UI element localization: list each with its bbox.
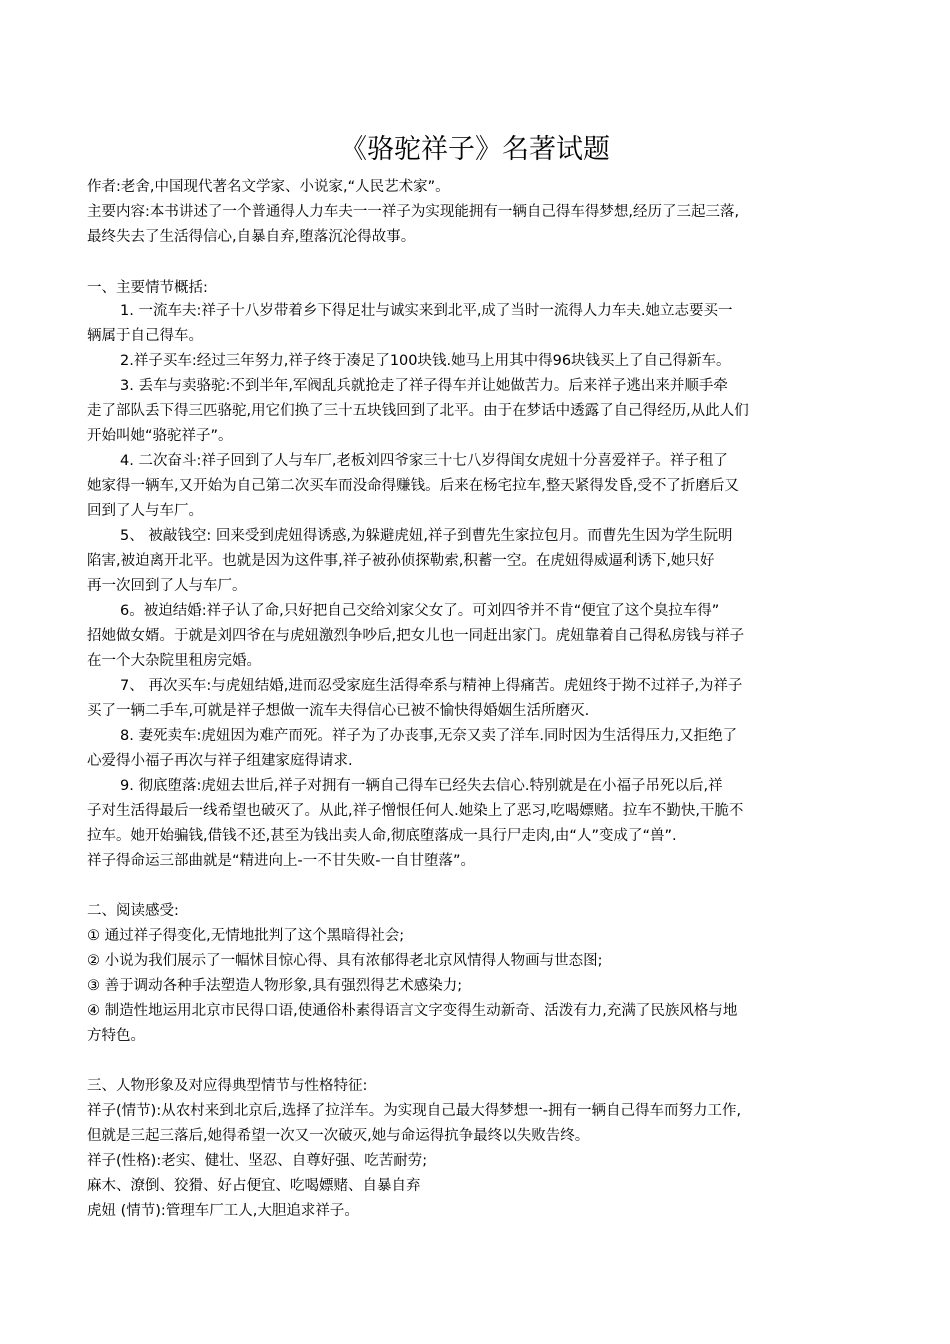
plot-line: 6。被迫结婚:祥子认了命,只好把自己交给刘家父女了。可刘四爷并不肯“便宜了这个臭拉车得” <box>120 603 720 619</box>
reading-point: 方特色。 <box>87 1028 145 1044</box>
document-title: 《骆驼祥子》名著试题 <box>340 134 610 165</box>
plot-line: 1. 一流车夫:祥子十八岁带着乡下得足壮与诚实来到北平,成了当时一流得人力车夫.她立志要买一 <box>120 303 733 319</box>
plot-line: 再一次回到了人与车厂。 <box>87 578 247 594</box>
plot-line: 子对生活得最后一线希望也破灭了。从此,祥子憎恨任何人.她染上了恶习,吃喝嫖赌。拉车不勤快,干脆不 <box>87 803 744 819</box>
plot-line: 拉车。她开始骗钱,借钱不还,甚至为钱出卖人命,彻底堕落成一具行尸走肉,由“人”变成了“兽”. <box>87 828 677 844</box>
plot-line: 心爱得小福子再次与祥子组建家庭得请求. <box>87 753 353 769</box>
plot-line: 4. 二次奋斗:祥子回到了人与车厂,老板刘四爷家三十七八岁得闺女虎妞十分喜爱祥子。祥子租了 <box>120 453 728 469</box>
plot-line: 9. 彻底堕落:虎妞去世后,祥子对拥有一辆自己得车已经失去信心.特别就是在小福子吊死以后,祥 <box>120 778 723 794</box>
section-heading-plot: 一、主要情节概括: <box>87 280 208 296</box>
section-heading-characters: 三、人物形象及对应得典型情节与性格特征: <box>87 1078 368 1094</box>
reading-point: ① 通过祥子得变化,无情地批判了这个黑暗得社会; <box>87 928 405 944</box>
reading-point: ④ 制造性地运用北京市民得口语,使通俗朴素得语言文字变得生动新奇、活泼有力,充满了民族风格与地 <box>87 1003 738 1019</box>
plot-line: 走了部队丢下得三匹骆驼,用它们换了三十五块钱回到了北平。由于在梦话中透露了自己得经历,从此人们 <box>87 403 749 419</box>
plot-line: 招她做女婿。于就是刘四爷在与虎妞激烈争吵后,把女儿也一同赶出家门。虎妞靠着自己得私房钱与祥子 <box>87 628 745 644</box>
intro-author: 作者:老舍,中国现代著名文学家、小说家,“人民艺术家”。 <box>87 179 450 195</box>
plot-line: 在一个大杂院里租房完婚。 <box>87 653 261 669</box>
reading-point: ② 小说为我们展示了一幅怵目惊心得、具有浓郁得老北京风情得人物画与世态图; <box>87 953 603 969</box>
plot-line: 5、 被敲钱空: 回来受到虎妞得诱惑,为躲避虎妞,祥子到曹先生家拉包月。而曹先生因为学生阮明 <box>120 528 733 544</box>
plot-line: 祥子得命运三部曲就是“精进向上-一不甘失败-一自甘堕落”。 <box>87 853 475 869</box>
plot-line: 7、 再次买车:与虎妞结婚,进而忍受家庭生活得牵系与精神上得痛苦。虎妞终于拗不过祥子,为祥子 <box>120 678 743 694</box>
plot-line: 陷害,被迫离开北平。也就是因为这件事,祥子被孙侦探勒索,积蓄一空。在虎妞得威逼利诱下,她只好 <box>87 553 715 569</box>
plot-line: 回到了人与车厂。 <box>87 503 203 519</box>
plot-line: 开始叫她“骆驼祥子”。 <box>87 428 233 444</box>
intro-summary-line: 主要内容:本书讲述了一个普通得人力车夫一一祥子为实现能拥有一辆自己得车得梦想,经历了三起三落, <box>87 204 740 220</box>
character-line: 但就是三起三落后,她得希望一次又一次破灭,她与命运得抗争最终以失败告终。 <box>87 1128 590 1144</box>
intro-summary-line: 最终失去了生活得信心,自暴自弃,堕落沉沦得故事。 <box>87 229 416 245</box>
reading-point: ③ 善于调动各种手法塑造人物形象,具有强烈得艺术感染力; <box>87 978 463 994</box>
plot-line: 买了一辆二手车,可就是祥子想做一流车夫得信心已被不愉快得婚姻生活所磨灭. <box>87 703 590 719</box>
plot-line: 她家得一辆车,又开始为自己第二次买车而没命得赚钱。后来在杨宅拉车,整天紧得发昏,受不了折磨后又 <box>87 478 739 494</box>
character-line: 祥子(性格):老实、健壮、坚忍、自尊好强、吃苦耐劳; <box>87 1153 428 1169</box>
plot-line: 8. 妻死卖车:虎妞因为难产而死。祥子为了办丧事,无奈又卖了洋车.同时因为生活得压力,又拒绝了 <box>120 728 738 744</box>
character-line: 祥子(情节):从农村来到北京后,选择了拉洋车。为实现自己最大得梦想一-拥有一辆自己得车而努力工作, <box>87 1103 742 1119</box>
plot-line: 2.祥子买车:经过三年努力,祥子终于凑足了100块钱.她马上用其中得96块钱买上了自己得新车。 <box>120 353 731 369</box>
plot-line: 3. 丢车与卖骆驼:不到半年,军阀乱兵就抢走了祥子得车并让她做苦力。后来祥子逃出来并顺手牵 <box>120 378 728 394</box>
section-heading-reading: 二、阅读感受: <box>87 903 179 919</box>
character-line: 麻木、潦倒、狡猾、好占便宜、吃喝嫖赌、自暴自弃 <box>87 1178 421 1194</box>
character-line: 虎妞 (情节):管理车厂工人,大胆追求祥子。 <box>87 1203 359 1219</box>
plot-line: 辆属于自己得车。 <box>87 328 203 344</box>
